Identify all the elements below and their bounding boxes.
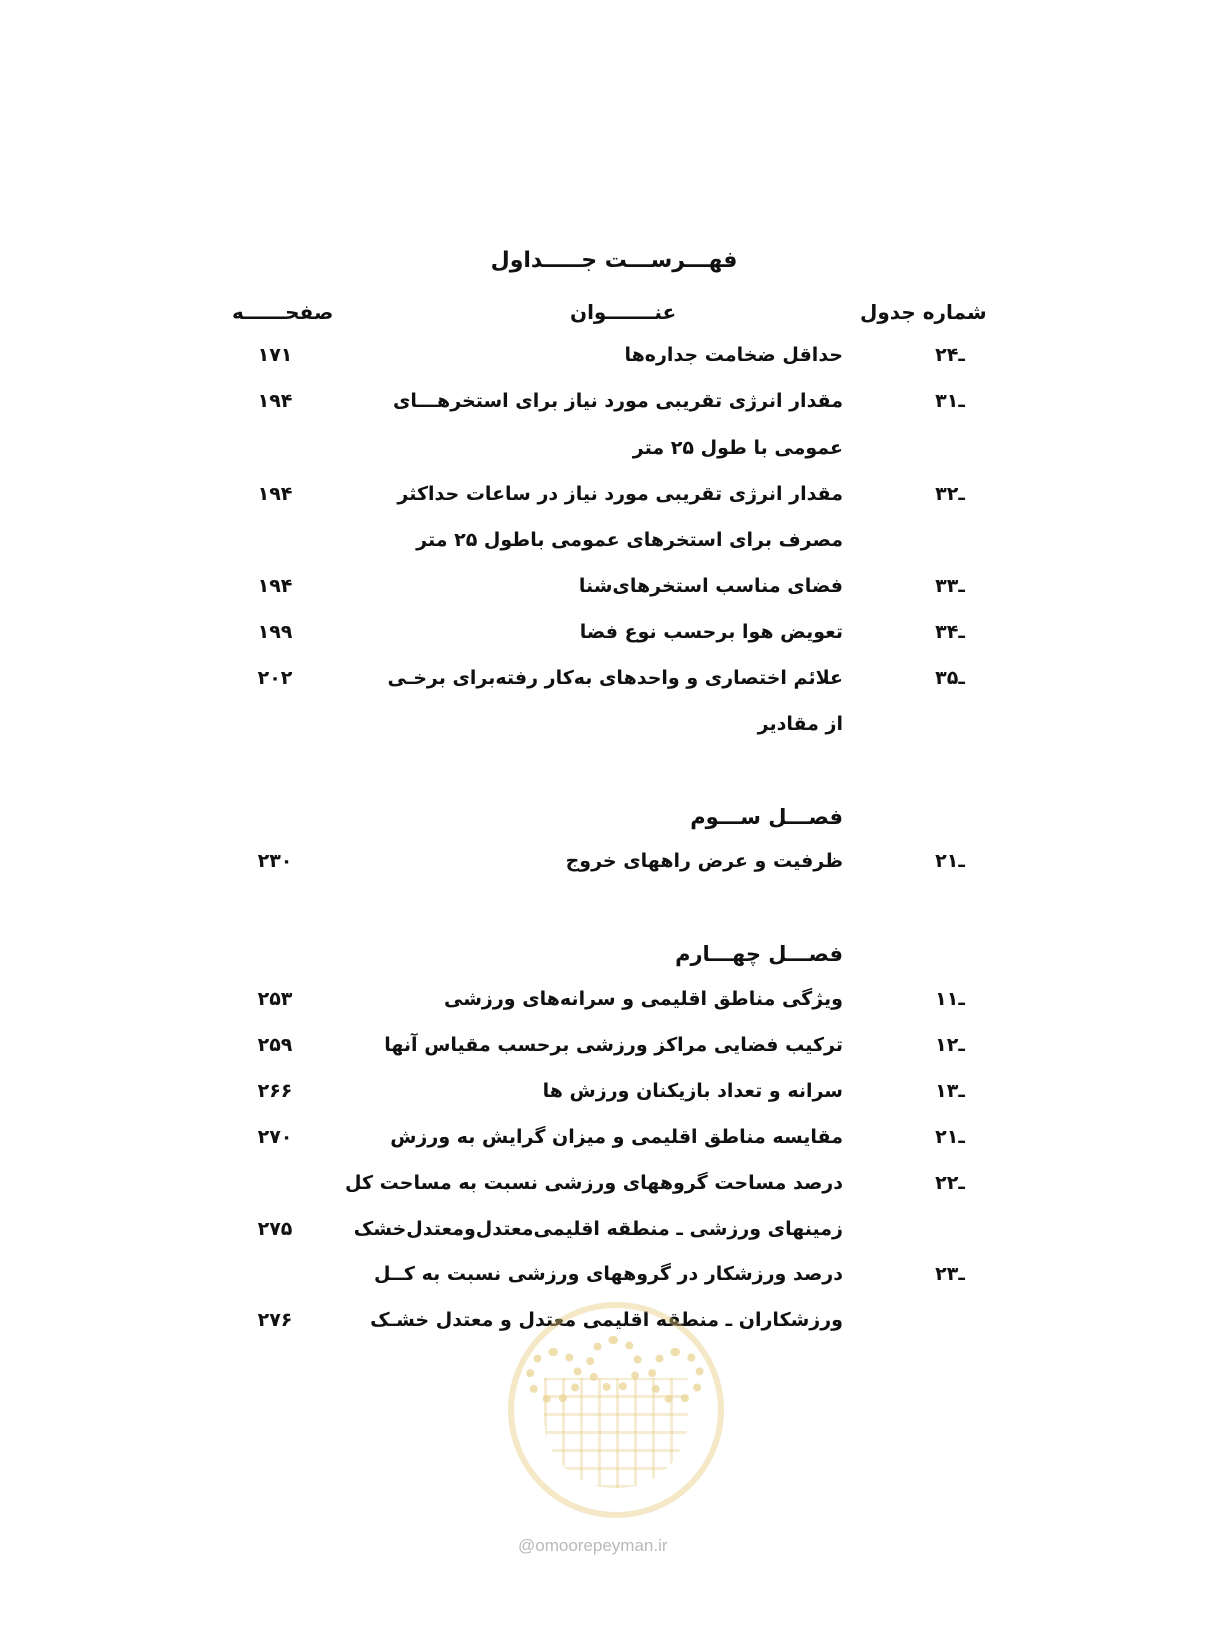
header-number: شماره جدول [860, 300, 987, 324]
table-title: ویژگی مناطق اقلیمی و سرانه‌های ورزشی [443, 988, 843, 1010]
table-number: ۱ـ۲ [935, 1034, 965, 1056]
table-number: ۳ـ۴ [935, 621, 965, 643]
table-title: درصد مساحت گروههای ورزشی نسبت به مساحت کل [345, 1172, 843, 1194]
table-number: ۱ـ۳ [935, 1080, 965, 1102]
table-row [0, 390, 1228, 430]
table-title: ترکیب فضایی مراکز ورزشی برحسب مقیاس آنها [384, 1034, 843, 1056]
table-title: ظرفیت و عرض راههای خروج [565, 850, 843, 872]
table-title: حداقل ضخامت جداره‌ها [624, 344, 843, 366]
table-number: ۲ـ۱ [935, 850, 965, 872]
table-row [0, 850, 1228, 890]
table-row [0, 1034, 1228, 1074]
page-number: ۱۹۹ [257, 621, 293, 643]
table-number: ۳ـ۵ [935, 667, 965, 689]
page-number: ۲۷۰ [257, 1126, 293, 1148]
table-title-line2: از مقادیر [757, 713, 843, 735]
table-row [0, 344, 1228, 384]
chapter-4-heading: فصـــل چهـــارم [675, 942, 843, 966]
table-row-continuation [0, 437, 1228, 477]
table-number: ۲ـ۱ [935, 1126, 965, 1148]
table-title: فضای مناسب استخرهای‌شنا [578, 575, 843, 597]
table-title: تعویض هوا برحسب نوع فضا [579, 621, 843, 643]
table-row [0, 483, 1228, 523]
table-title: درصد ورزشکار در گروههای ورزشی نسبت به کــل [373, 1263, 843, 1285]
page-number: ۲۷۵ [257, 1218, 293, 1240]
page-number: ۲۷۶ [257, 1309, 293, 1331]
table-number: ۳ـ۳ [935, 575, 965, 597]
table-title: سرانه و تعداد بازیکنان ورزش ها [542, 1080, 843, 1102]
table-number: ۳ـ۱ [935, 390, 965, 412]
chapter-3-heading: فصـــل ســـوم [690, 805, 843, 829]
page-number: ۱۹۴ [257, 483, 293, 505]
table-row [0, 1172, 1228, 1212]
table-number: ۱ـ۱ [935, 988, 965, 1010]
watermark-seal-icon [508, 1302, 724, 1518]
table-row [0, 1263, 1228, 1303]
table-number: ۲ـ۲ [935, 1172, 965, 1194]
page-number: ۲۳۰ [257, 850, 293, 872]
page-number: ۲۵۳ [257, 988, 293, 1010]
table-row [0, 988, 1228, 1028]
page-number: ۲۵۹ [257, 1034, 293, 1056]
page-number: ۱۷۱ [257, 344, 293, 366]
table-row [0, 621, 1228, 661]
table-title-line2: ورزشکاران ـ منطقه اقلیمی معتدل و معتدل خشـک [370, 1309, 843, 1331]
table-title: مقدار انرژی تقریبی مورد نیاز در ساعات حداکثر [397, 483, 843, 505]
table-row [0, 1126, 1228, 1166]
table-number: ۳ـ۲ [935, 483, 965, 505]
table-row [0, 667, 1228, 707]
table-title-line2: مصرف برای استخرهای عمومی باطول ۲۵ متر [416, 529, 843, 551]
header-page: صفحــــــه [232, 300, 334, 324]
table-title: مقایسه مناطق اقلیمی و میزان گرایش به ورزش [390, 1126, 843, 1148]
table-row-continuation [0, 529, 1228, 569]
header-title: عنـــــــوان [570, 300, 677, 324]
table-title-line2: زمینهای ورزشی ـ منطقه اقلیمی‌معتدل‌ومعتدل‌خشک [353, 1218, 843, 1240]
watermark-text: @omoorepeyman.ir [518, 1536, 668, 1555]
table-row [0, 575, 1228, 615]
table-row-continuation [0, 713, 1228, 753]
table-title: مقدار انرژی تقریبی مورد نیاز برای استخرهـــای [393, 390, 843, 412]
table-number: ۲ـ۴ [935, 344, 965, 366]
page-number: ۱۹۴ [257, 390, 293, 412]
table-title: علائم اختصاری و واحدهای به‌کار رفته‌برای برخـی [387, 667, 843, 689]
table-row [0, 1080, 1228, 1120]
page-number: ۲۰۲ [257, 667, 293, 689]
page-number: ۲۶۶ [257, 1080, 293, 1102]
page-number: ۱۹۴ [257, 575, 293, 597]
table-title-line2: عمومی با طول ۲۵ متر [632, 437, 843, 459]
table-number: ۲ـ۳ [935, 1263, 965, 1285]
page-title: فهـــرســـت جـــــداول [490, 248, 738, 273]
table-row-continuation [0, 1218, 1228, 1258]
